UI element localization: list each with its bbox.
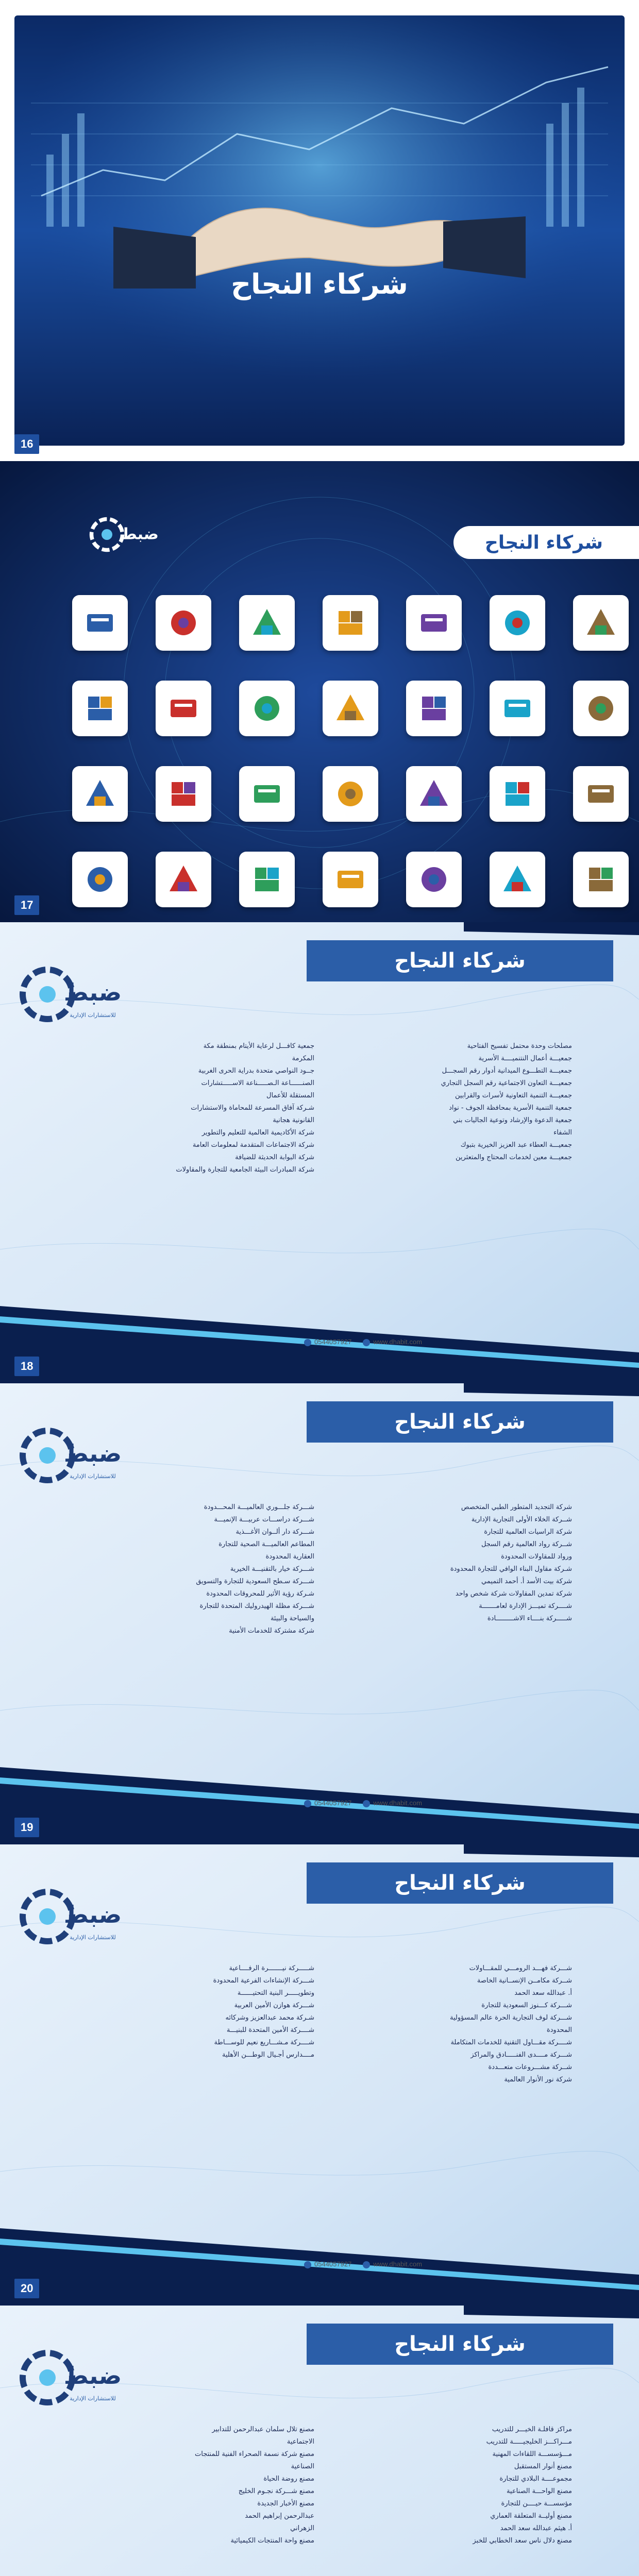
- partner-entry: جمعية كافـــل لرعاية الأيتام بمنطقة مكة: [203, 1042, 314, 1050]
- partner-logo: [406, 681, 462, 736]
- partner-logo-mark: [416, 861, 452, 897]
- partner-entry: شـــركة مظلة الهيدروليك المتحدة للتجارة: [199, 1602, 314, 1610]
- logos-title: شركاء النجاح: [484, 532, 603, 553]
- partner-entry: شـــركة الإنشاءات الفرعية المحدودة: [213, 1977, 314, 1985]
- brand-tagline: للاستشارات الإدارية: [70, 2395, 116, 2402]
- partner-logo-mark: [583, 776, 619, 812]
- partner-logo: [573, 681, 629, 736]
- partner-logo-mark: [165, 690, 201, 726]
- partner-entry: الصنــــــاعة الـصـــــناعة الاســـــتشارات: [201, 1079, 314, 1087]
- partner-logo: [72, 681, 128, 736]
- partners-column-right: [361, 1502, 572, 1625]
- partner-entry: شركة تمدين المقاولات شركة شخص واحد: [455, 1590, 572, 1598]
- partner-entry: شــــركة تميـــز الإدارة لعامـــــــة: [479, 1602, 572, 1610]
- brand-tagline: للاستشارات الإدارية: [70, 1473, 116, 1480]
- partner-logo-mark: [82, 861, 118, 897]
- website-item[interactable]: [363, 1338, 422, 1346]
- partner-logo: [156, 595, 211, 651]
- partner-logo: [72, 766, 128, 822]
- partner-logo: [323, 681, 378, 736]
- partner-logo-grid: [72, 595, 577, 907]
- brand-logo: [15, 2336, 124, 2419]
- partner-entry: شـــــركة بنــــاء الاشـــــــــادة: [487, 1615, 572, 1622]
- brand-name: ضبط: [121, 525, 159, 544]
- partner-entry: شـــركة دراســـات عربيـــة الإنميـــة: [214, 1516, 314, 1523]
- logos-title-bar: [453, 526, 639, 559]
- partner-entry: مـــراكـــز الخليجيـــــة للتدريب: [486, 2438, 572, 2446]
- partner-logo-mark: [499, 690, 535, 726]
- partner-entry: مصنع الأخبار الجديدة: [257, 2500, 314, 2507]
- partner-logo-mark: [583, 690, 619, 726]
- page-number: 19: [14, 1818, 39, 1837]
- brand-tagline: للاستشارات الإدارية: [70, 1012, 116, 1019]
- website-item[interactable]: [363, 2260, 422, 2268]
- partner-entry: مصنع أوليــة المتعلقة العماري: [490, 2512, 572, 2520]
- brand-name: ضبط: [63, 1439, 122, 1467]
- partner-entry: الشفاء: [553, 1129, 572, 1137]
- partner-logo-mark: [165, 861, 201, 897]
- partner-entry: شركة نور الأنوار العالمية: [504, 2076, 572, 2083]
- partner-logo-mark: [82, 690, 118, 726]
- partner-entry: جمعيـــة التنمية التعاونية لأسرات والقرابين: [455, 1092, 572, 1099]
- website-text[interactable]: www.dhabit.com: [373, 2260, 422, 2268]
- partners-column-left: [103, 1041, 314, 1177]
- partner-entry: جمعيـــة أعمال النتنميــــة الأسرية: [478, 1055, 572, 1062]
- partner-entry: أ. عبدالله سعد الحمد: [514, 1989, 572, 1997]
- brand-logo: [15, 1875, 124, 1958]
- phone-item: [304, 1799, 351, 1807]
- partner-logo-mark: [499, 605, 535, 641]
- page-partners-list: [0, 922, 639, 1383]
- partner-logo: [239, 681, 295, 736]
- partner-entry: شـــركة فهـــد الرومـــي للمقـــاولات: [469, 1964, 572, 1972]
- page-title: شركاء النجاح: [394, 1871, 526, 1895]
- partner-entry: شركة الاجتماعات المتقدمة لمعلومات العامة: [192, 1141, 314, 1149]
- partner-logo: [573, 595, 629, 651]
- partner-entry: الاجتماعية: [287, 2438, 314, 2446]
- phone-text: 0544057927: [314, 2260, 352, 2268]
- partner-entry: جمعيـــة التطـــوع الميدانية أدوار رقم السجـــل: [442, 1067, 572, 1075]
- partner-entry: مصنع شركة نسمة الصحراء الفنية للمنتجات: [195, 2450, 314, 2458]
- partner-entry: شركة مشتركة للخدمات الأمنية: [229, 1627, 314, 1635]
- partner-entry: جمعيـــة التعاون الاجتماعية رقم السجل التجاري: [441, 1079, 572, 1087]
- brand-logo-light: [82, 507, 170, 569]
- partner-logo-mark: [332, 690, 368, 726]
- brand-logo: [15, 953, 124, 1036]
- partner-entry: شركة الراسيات العالمية للتجارة: [484, 1528, 572, 1536]
- brand-tagline: للاستشارات الإدارية: [70, 1934, 116, 1941]
- partner-logo-mark: [249, 776, 285, 812]
- partner-entry: مصنع واحة المنتجات الكيميائية: [230, 2537, 314, 2545]
- partner-entry: الصناعية: [291, 2463, 314, 2470]
- website-item[interactable]: [363, 1799, 422, 1807]
- partner-logo-mark: [416, 690, 452, 726]
- phone-icon: [304, 1339, 311, 1346]
- website-text[interactable]: www.dhabit.com: [373, 1799, 422, 1807]
- partner-logo: [323, 852, 378, 907]
- partner-entry: شــركة مكامــن الإنســانية الخاصة: [477, 1977, 572, 1985]
- partner-logo-mark: [499, 776, 535, 812]
- brand-name: ضبط: [63, 1901, 122, 1928]
- partner-entry: مراكز قافلـة الخيـــر للتدريب: [492, 2426, 572, 2433]
- partner-logo-mark: [416, 605, 452, 641]
- cover-title: شركاء النجاح: [231, 268, 408, 300]
- partner-logo: [406, 852, 462, 907]
- partner-logo: [573, 766, 629, 822]
- partner-entry: المستقلة للأعمال: [266, 1092, 314, 1099]
- phone-item: [304, 2260, 351, 2268]
- partner-logo: [490, 595, 545, 651]
- page-number: 18: [14, 1357, 39, 1376]
- partner-entry: الزهراني: [290, 2524, 314, 2532]
- partner-entry: شــــركة الأمين المتحدة للبنيـــة: [226, 2026, 314, 2034]
- partner-entry: مؤسســـة حيــــن للتجارة: [501, 2500, 572, 2507]
- globe-icon: [363, 2261, 370, 2268]
- partner-entry: شـــركة جلـــوري العالميـــة المحـــدودة: [204, 1503, 314, 1511]
- partners-column-right: [361, 2424, 572, 2548]
- partner-entry: العقارية المحدودة: [265, 1553, 314, 1561]
- partner-entry: مجموعــــة البلادي للتجارة: [499, 2475, 572, 2483]
- partner-entry: شركة التجديد المتطور الطبي المتخصص: [461, 1503, 572, 1511]
- phone-text: 0544057927: [314, 1338, 352, 1346]
- partner-entry: جمعية التنمية الأسرية بمحافظة الجوف - نواد: [449, 1104, 572, 1112]
- phone-item: [304, 1338, 351, 1346]
- partner-logo: [490, 852, 545, 907]
- partner-logo: [490, 681, 545, 736]
- partner-entry: شـــركة مــــدى الفنـــــادق والمراكز: [470, 2051, 572, 2059]
- partner-logo: [323, 595, 378, 651]
- partners-column-left: [103, 1502, 314, 1638]
- partner-logo-mark: [249, 690, 285, 726]
- partner-entry: شـركة آفاق المسرعة للمحاماة والاستشارات: [191, 1104, 314, 1112]
- partner-entry: مصنع الواحـــة الصناعية: [506, 2487, 572, 2495]
- partner-entry: القانونية هجانية: [273, 1116, 314, 1124]
- partner-entry: شـــركة دار ألــوان الأغـــذية: [236, 1528, 314, 1536]
- partners-column-right: [361, 1963, 572, 2087]
- partner-entry: مصنع أنوار المستقبل: [514, 2463, 572, 2470]
- partner-entry: جمعية الدعوة والإرشاد وتوعية الجاليات بني: [453, 1116, 572, 1124]
- partner-entry: مصلحات وحدة محتمل تفسيح الفتاحية: [467, 1042, 572, 1050]
- partner-logo-mark: [332, 605, 368, 641]
- partners-column-right: [361, 1041, 572, 1164]
- page-logos: [0, 461, 639, 922]
- partner-logo-mark: [165, 776, 201, 812]
- page-title-bar: [307, 1862, 613, 1904]
- page-title-bar: [307, 2324, 613, 2365]
- partner-entry: المطاعم العالميـــة الصحية للتجارة: [218, 1540, 314, 1548]
- page-title: شركاء النجاح: [394, 1410, 526, 1434]
- page-partners-list: [0, 1844, 639, 2306]
- partner-entry: مصنع دلال ناس سعد الخطابي للخبز: [473, 2537, 572, 2545]
- page-partners-list: [0, 1383, 639, 1844]
- page-partners-list: [0, 2306, 639, 2576]
- phone-icon: [304, 1800, 311, 1807]
- partner-logo: [239, 766, 295, 822]
- partner-logo-mark: [249, 605, 285, 641]
- page-number: 16: [14, 434, 39, 454]
- partner-entry: شركة البوابة الحديثة للضيافة: [235, 1154, 314, 1161]
- cover-background: [0, 0, 639, 461]
- partner-entry: شـــركة خيار بالتقنيـــة الخيرية: [230, 1565, 314, 1573]
- partner-entry: شـــركة لوف التجارية الحرة عالم المسؤولية: [450, 2014, 572, 2022]
- partner-entry: شــــركة مـشـــاريع نعيم للوســـاطة: [214, 2039, 314, 2046]
- partner-entry: أ. هيثم عبدالله سعد الحمد: [500, 2524, 572, 2532]
- partner-logo-mark: [416, 776, 452, 812]
- partner-entry: المكرمة: [292, 1055, 314, 1062]
- partner-logo-mark: [332, 861, 368, 897]
- partner-logo-mark: [583, 861, 619, 897]
- partner-logo: [406, 595, 462, 651]
- footer-contact: [304, 2260, 422, 2268]
- partner-entry: جمعيـــة العطاء عبد العزيز الخيرية بتبوك: [460, 1141, 572, 1149]
- partner-entry: شــركة الخلاء الأولى التجارية الإدارية: [471, 1516, 572, 1523]
- partner-logo-mark: [249, 861, 285, 897]
- partner-entry: والسياحة والبيئة: [270, 1615, 314, 1622]
- partner-logo: [156, 766, 211, 822]
- partner-logo-mark: [583, 605, 619, 641]
- footer-contact: [304, 1799, 422, 1807]
- partner-entry: مـــؤسســـة اللقاءات المهنية: [492, 2450, 572, 2458]
- partner-entry: شـركة محمد عبدالعزيز وشركائه: [225, 2014, 314, 2022]
- partner-logo: [72, 852, 128, 907]
- page-number: 17: [14, 895, 39, 915]
- page-title-bar: [307, 1401, 613, 1443]
- partner-logo: [490, 766, 545, 822]
- partner-entry: عبدالرحمن إبراهيم الحمد: [245, 2512, 314, 2520]
- partner-logo: [72, 595, 128, 651]
- partner-logo-mark: [165, 605, 201, 641]
- partner-entry: وتطويـــــر البنية التحتيــــــة: [237, 1989, 314, 1997]
- partner-entry: مصنع شـــركة نجـوم الخليج: [238, 2487, 314, 2495]
- partner-entry: شركة بيت الأسد أ. أحمد التميمي: [481, 1578, 572, 1585]
- partner-logo: [239, 852, 295, 907]
- partner-entry: جمعيـــة معين لخدمات المحتاج والمتعثرين: [456, 1154, 572, 1161]
- partner-logo: [239, 595, 295, 651]
- partner-entry: شـــركة هوازن الأمين العربية: [234, 2002, 314, 2009]
- partner-entry: المحدودة: [546, 2026, 572, 2034]
- partner-entry: شـــــركة نيـــــــرة الرفــــاعية: [229, 1964, 314, 1972]
- partner-logo: [406, 766, 462, 822]
- page-title: شركاء النجاح: [394, 2332, 526, 2356]
- partner-logo: [156, 852, 211, 907]
- phone-text: 0544057927: [314, 1799, 352, 1807]
- partner-entry: شـــركة سـطح السعودية للتجارة والتسويق: [196, 1578, 314, 1585]
- brand-name: ضبط: [63, 2362, 122, 2389]
- partner-entry: ورواد للمقاولات المحدودة: [501, 1553, 572, 1561]
- page-cover: [0, 0, 639, 461]
- partner-entry: مصنع روضة الحياة: [263, 2475, 314, 2483]
- partner-entry: شـركة رؤية الأثير للمحروقات المحدودة: [206, 1590, 314, 1598]
- partner-logo-mark: [499, 861, 535, 897]
- page-number: 20: [14, 2279, 39, 2298]
- globe-icon: [363, 1800, 370, 1807]
- partner-entry: شــركة رواد العالمية رقم السجل: [481, 1540, 572, 1548]
- globe-icon: [363, 1339, 370, 1346]
- partner-entry: شـركة مقاول البناء الوافي للتجارة المحدودة: [450, 1565, 572, 1573]
- partner-entry: شركة الأكاديمية العالمية للتعليم والتطوير: [201, 1129, 314, 1137]
- partner-entry: شركة المبادرات البيئة الجامعية للتجارة والمقاولات: [176, 1166, 314, 1174]
- partner-logo: [323, 766, 378, 822]
- partners-column-left: [103, 1963, 314, 2062]
- partner-entry: مصنع تلال سلمان عبدالرحمن للتدابير: [212, 2426, 314, 2433]
- page-title-bar: [307, 940, 613, 981]
- partners-column-left: [103, 2424, 314, 2548]
- brand-name: ضبط: [63, 978, 122, 1006]
- partner-entry: شـــركة كـــنوز السعودية للتجارة: [481, 2002, 572, 2009]
- partner-entry: جــود النواصي متحدة بدراية الحرى الغربية: [198, 1067, 314, 1075]
- partner-entry: شــــركة مقـــاول التقنية للخدمات المتكاملة: [450, 2039, 572, 2046]
- phone-icon: [304, 2261, 311, 2268]
- website-text[interactable]: www.dhabit.com: [373, 1338, 422, 1346]
- partner-logo: [573, 852, 629, 907]
- partner-logo: [156, 681, 211, 736]
- brand-logo: [15, 1414, 124, 1497]
- page-title: شركاء النجاح: [394, 949, 526, 973]
- partner-logo-mark: [82, 776, 118, 812]
- partner-logo-mark: [82, 605, 118, 641]
- footer-contact: [304, 1338, 422, 1346]
- partner-entry: شــركة مشـــروعات متعـــددة: [488, 2063, 572, 2071]
- partner-entry: مــــدارس أجـيال الوطـــن الأهلية: [222, 2051, 314, 2059]
- partner-logo-mark: [332, 776, 368, 812]
